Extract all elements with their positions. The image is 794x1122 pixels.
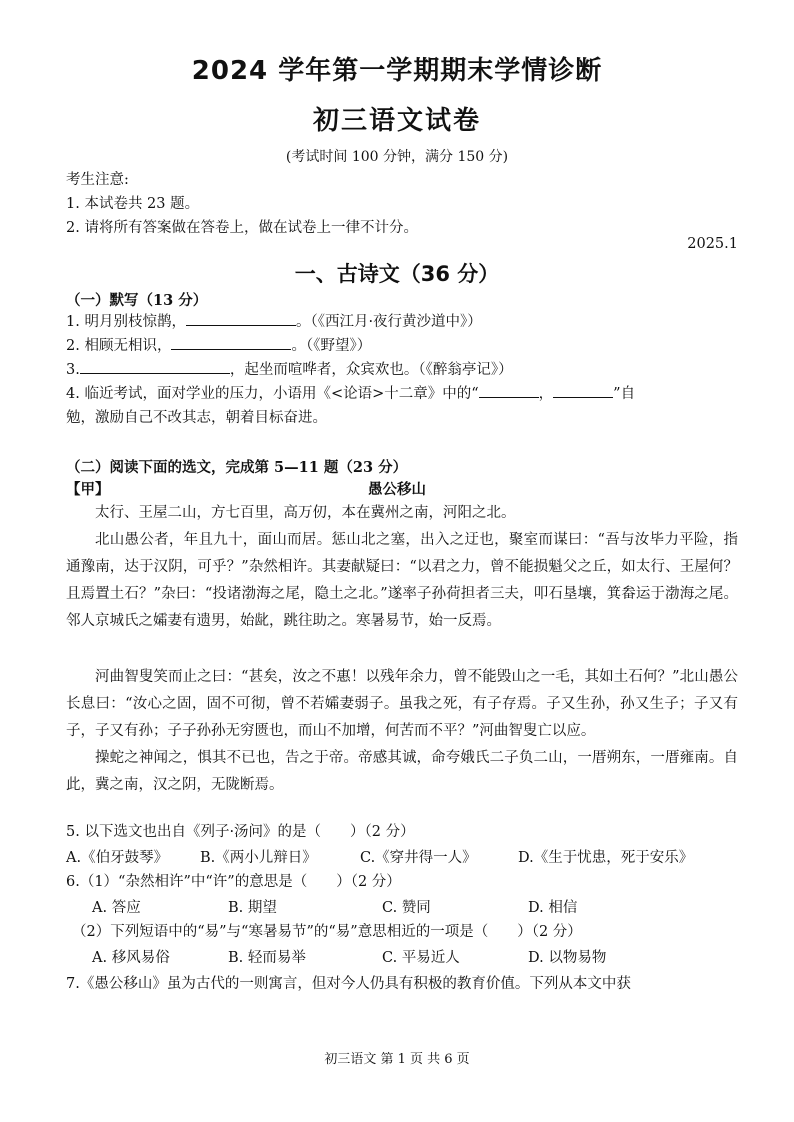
passage-paragraph-1: 太行、王屋二山，方七百里，高万仞，本在冀州之南，河阳之北。 — [95, 505, 516, 521]
q6-2-option-d: D. 以物易物 — [528, 950, 607, 966]
part2-heading: （二）阅读下面的选文，完成第 5—11 题（23 分） — [66, 459, 408, 476]
passage-jia-label: 【甲】 — [66, 481, 110, 498]
passage-paragraph-4: 操蛇之神闻之，惧其不已也，告之于帝。帝感其诚，命夸娥氏二子负二山，一厝朔东，一厝雍南。自此，冀之南，汉之阴，无陇断焉。 — [66, 750, 738, 793]
q5-option-c: C.《穿井得一人》 — [360, 850, 477, 866]
q1-prefix: 1. 明月别枝惊鹊， — [66, 314, 186, 330]
q6-2-option-c: C. 平易近人 — [382, 950, 460, 966]
q4-text-c: ”自 — [613, 386, 636, 402]
question-2 — [66, 334, 738, 358]
question-6-2: （2）下列短语中的“易”与“寒暑易节”的“易”意思相近的一项是（ ）（2 分） — [72, 924, 582, 940]
notice-heading: 考生注意: — [66, 172, 129, 188]
q6-2-option-a: A. 移风易俗 — [92, 950, 170, 966]
q6-1-option-c: C. 赞同 — [382, 900, 431, 916]
q3-suffix: ，起坐而喧哗者，众宾欢也。（《醉翁亭记》） — [229, 362, 513, 378]
question-1 — [66, 310, 738, 334]
question-5: 5. 以下选文也出自《列子·汤问》的是（ ）（2 分） — [66, 824, 415, 840]
q4-answer-blank-2 — [553, 383, 613, 398]
passage-paragraph-2: 北山愚公者，年且九十，面山而居。惩山北之塞，出入之迂也，聚室而谋曰：“吾与汝毕力平险，指通豫南，达于汉阴，可乎？”杂然相许。其妻献疑曰：“以君之力，曾不能损魁父之丘，如太行、王屋何？且焉置土石？”杂曰：“投诸渤海之尾，隐土之北。”遂率子孙荷担者三夫，叩石垦壤，箕畚运于渤海之尾。邻人京城氏之孀妻有遗男，始龀，跳往助之。寒暑易节，始一反焉。 — [66, 532, 738, 629]
passage-title: 愚公移山 — [368, 481, 426, 498]
q5-option-b: B.《两小儿辩日》 — [200, 850, 317, 866]
part1-heading: （一）默写（13 分） — [66, 292, 208, 309]
q2-prefix: 2. 相顾无相识， — [66, 338, 172, 354]
page-footer: 初三语文 第 1 页 共 6 页 — [324, 1052, 470, 1067]
q1-answer-blank — [186, 311, 296, 326]
q6-1-option-d: D. 相信 — [528, 900, 578, 916]
exam-subject-title: 初三语文试卷 — [312, 106, 481, 136]
question-6-1: 6.（1）“杂然相许”中“许”的意思是（ ）（2 分） — [66, 874, 401, 890]
q4-text-a: 4. 临近考试，面对学业的压力，小语用《<论语>十二章》中的“ — [66, 386, 479, 402]
q5-option-d: D.《生于忧患，死于安乐》 — [518, 850, 694, 866]
q6-1-option-a: A. 答应 — [92, 900, 141, 916]
q3-prefix: 3. — [66, 362, 80, 378]
q1-suffix: 。（《西江月·夜行黄沙道中》） — [295, 314, 482, 330]
exam-info: (考试时间 100 分钟，满分 150 分) — [285, 149, 509, 165]
question-3 — [66, 358, 738, 382]
q5-option-a: A.《伯牙鼓琴》 — [66, 850, 169, 866]
question-4-line2: 勉，激励自己不改其志，朝着目标奋进。 — [66, 410, 327, 426]
q2-suffix: 。（《野望》） — [291, 338, 372, 354]
q3-answer-blank — [80, 359, 230, 374]
question-7: 7.《愚公移山》虽为古代的一则寓言，但对今人仍具有积极的教育价值。下列从本文中获 — [66, 976, 631, 992]
q6-2-option-b: B. 轻而易举 — [228, 950, 306, 966]
notice-item-1: 1. 本试卷共 23 题。 — [66, 196, 200, 212]
q4-text-b: ， — [538, 386, 554, 402]
q6-1-option-b: B. 期望 — [228, 900, 277, 916]
passage-paragraph-3: 河曲智叟笑而止之曰：“甚矣，汝之不惠！以残年余力，曾不能毁山之一毛，其如土石何？”北山愚公长息曰：“汝心之固，固不可彻，曾不若孀妻弱子。虽我之死，有子存焉。子又生孙，孙又生子；子又有子，子又有孙；子子孙孙无穷匮也，而山不加增，何苦而不平？”河曲智叟亡以应。 — [66, 669, 738, 739]
question-4 — [66, 382, 738, 406]
notice-item-2: 2. 请将所有答案做在答卷上，做在试卷上一律不计分。 — [66, 220, 418, 236]
q4-answer-blank-1 — [479, 383, 539, 398]
section-title: 一、古诗文（36 分） — [294, 262, 500, 286]
q2-answer-blank — [171, 335, 291, 350]
exam-date: 2025.1 — [687, 236, 738, 252]
exam-title: 2024 学年第一学期期末学情诊断 — [191, 56, 603, 86]
